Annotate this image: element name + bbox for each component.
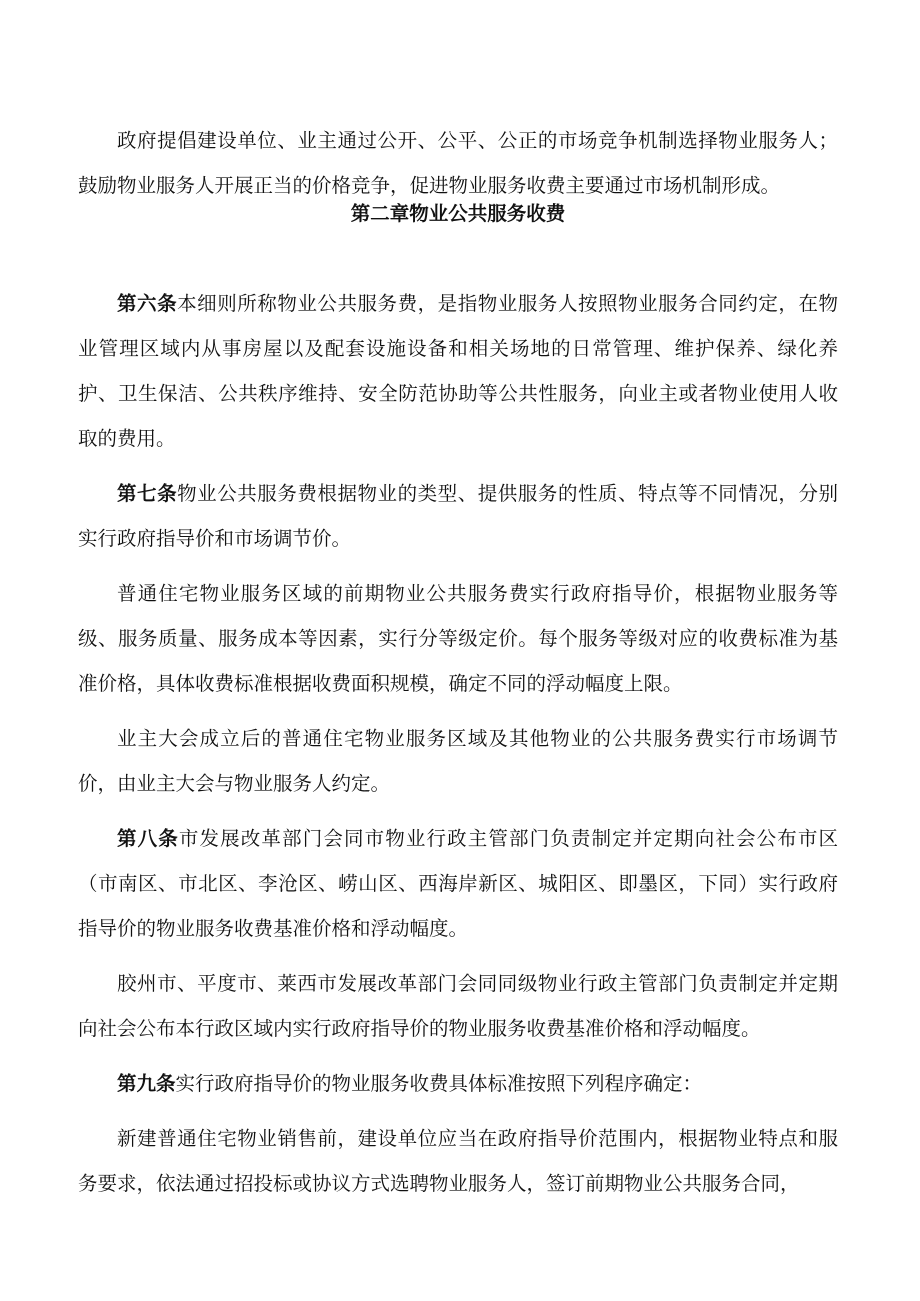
- article-8-label: 第八条: [117, 827, 179, 850]
- article-9-paragraph-2: 新建普通住宅物业销售前，建设单位应当在政府指导价范围内，根据物业特点和服务要求，依法通过招投标或协议方式选聘物业服务人，签订前期物业公共服务合同，: [78, 1127, 838, 1195]
- document-page: [78, 118, 838, 1206]
- article-9-text: 实行政府指导价的物业服务收费具体标准按照下列程序确定：: [175, 1072, 703, 1095]
- article-8-text: 市发展改革部门会同市物业行政主管部门负责制定并定期向社会公布市区（市南区、市北区、李沧区、崂山区、西海岸新区、城阳区、即墨区，下同）实行政府指导价的物业服务收费基准价格和浮动幅度。: [78, 827, 838, 940]
- article-7: [78, 471, 838, 561]
- article-6-label: 第六条: [117, 292, 178, 315]
- article-6-text: 本细则所称物业公共服务费，是指物业服务人按照物业服务合同约定，在物业管理区域内从事房屋以及配套设施设备和相关场地的日常管理、维护保养、绿化养护、卫生保洁、公共秩序维持、安全防范协助等公共性服务，向业主或者物业使用人收取的费用。: [78, 292, 838, 450]
- article-7-paragraph-3: 业主大会成立后的普通住宅物业服务区域及其他物业的公共服务费实行市场调节价，由业主大会与物业服务人约定。: [78, 727, 838, 795]
- article-9-label: 第九条: [117, 1072, 176, 1095]
- article-6: [78, 281, 838, 461]
- intro-paragraph: 政府提倡建设单位、业主通过公开、公平、公正的市场竞争机制选择物业服务人；鼓励物业服务人开展正当的价格竞争，促进物业服务收费主要通过市场机制形成。: [78, 129, 838, 197]
- article-7-label: 第七条: [117, 482, 178, 505]
- article-7-text: 物业公共服务费根据物业的类型、提供服务的性质、特点等不同情况，分别实行政府指导价和市场调节价。: [78, 482, 838, 550]
- article-7-paragraph-2: 普通住宅物业服务区域的前期物业公共服务费实行政府指导价，根据物业服务等级、服务质量、服务成本等因素，实行分等级定价。每个服务等级对应的收费标准为基准价格，具体收费标准根据收费面积规模，确定不同的浮动幅度上限。: [78, 582, 838, 695]
- article-8: [78, 816, 838, 951]
- chapter-title: 第二章物业公共服务收费: [350, 202, 566, 225]
- article-9: [78, 1061, 838, 1106]
- article-8-paragraph-2: 胶州市、平度市、莱西市发展改革部门会同同级物业行政主管部门负责制定并定期向社会公布本行政区域内实行政府指导价的物业服务收费基准价格和浮动幅度。: [78, 972, 838, 1040]
